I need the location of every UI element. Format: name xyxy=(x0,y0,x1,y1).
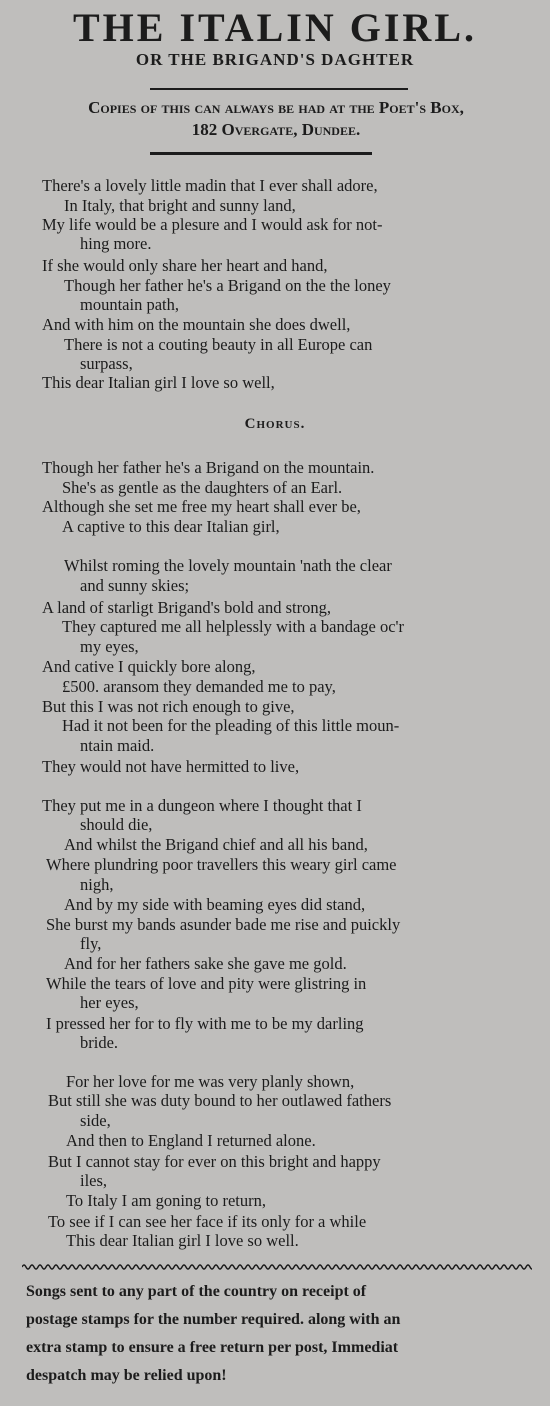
verse-line: And by my side with beaming eyes did stand, xyxy=(64,895,366,914)
verse-line: If she would only share her heart and hand, xyxy=(42,256,328,275)
chorus-line: Though her father he's a Brigand on the mountain. xyxy=(42,458,375,477)
verse-line: side, xyxy=(80,1111,111,1130)
verse-line: And for her fathers sake she gave me gold. xyxy=(64,954,347,973)
verse-line: For her love for me was very planly shown, xyxy=(66,1072,355,1091)
verse-line: In Italy, that bright and sunny land, xyxy=(64,196,296,215)
verse-line: her eyes, xyxy=(80,993,139,1012)
verse-line: While the tears of love and pity were glistring in xyxy=(46,974,367,993)
footer-line: despatch may be relied upon! xyxy=(26,1367,227,1384)
verse-line: There is not a couting beauty in all Europe can xyxy=(64,335,373,354)
verse-line: But still she was duty bound to her outlawed fathers xyxy=(48,1091,392,1110)
song-subtitle: OR THE BRIGAND'S DAGHTER xyxy=(135,50,415,69)
verse-line: Though her father he's a Brigand on the the loney xyxy=(64,276,391,295)
verse-line: To see if I can see her face if its only for a while xyxy=(48,1212,367,1231)
verse-line: bride. xyxy=(80,1033,119,1052)
verse-line: They put me in a dungeon where I thought that I xyxy=(42,796,362,815)
verse-line: ntain maid. xyxy=(80,736,155,755)
verse-line: and sunny skies; xyxy=(80,576,190,595)
verse-line: nigh, xyxy=(80,875,114,894)
verse-line: They would not have hermitted to live, xyxy=(42,757,300,776)
verse-line: She burst my bands asunder bade me rise and puickly xyxy=(46,915,401,934)
verse-line: There's a lovely little madin that I ever shall adore, xyxy=(42,176,378,195)
verse-line: But this I was not rich enough to give, xyxy=(42,697,295,716)
verse-line: I pressed her for to fly with me to be my darling xyxy=(46,1014,364,1033)
verse-line: should die, xyxy=(80,815,153,834)
verse-line: This dear Italian girl I love so well. xyxy=(66,1231,299,1250)
verse-line: my eyes, xyxy=(80,637,139,656)
verse-line: mountain path, xyxy=(80,295,179,314)
verse-line: hing more. xyxy=(80,234,152,253)
verse-line: This dear Italian girl I love so well, xyxy=(42,373,275,392)
verse-line: My life would be a plesure and I would ask for not- xyxy=(42,215,383,234)
verse-line: But I cannot stay for ever on this bright and happy xyxy=(48,1152,381,1171)
footer-line: extra stamp to ensure a free return per post, Immediat xyxy=(26,1339,399,1356)
verse-line: surpass, xyxy=(80,354,133,373)
verse-line: And with him on the mountain she does dwell, xyxy=(42,315,351,334)
verse-line: Whilst roming the lovely mountain 'nath the clear xyxy=(64,556,392,575)
footer-line: Songs sent to any part of the country on receipt of xyxy=(26,1283,367,1300)
imprint-line-2: 182 Overgate, Dundee. xyxy=(191,120,361,139)
footer-line: postage stamps for the number required. along with an xyxy=(26,1311,401,1328)
verse-line: And whilst the Brigand chief and all his band, xyxy=(64,835,368,854)
imprint-divider xyxy=(150,152,372,155)
verse-line: And cative I quickly bore along, xyxy=(42,657,256,676)
verse-line: To Italy I am goning to return, xyxy=(66,1191,267,1210)
verse-line: fly, xyxy=(80,934,102,953)
verse-line: And then to England I returned alone. xyxy=(66,1131,316,1150)
verse-line: iles, xyxy=(80,1171,108,1190)
chorus-line: A captive to this dear Italian girl, xyxy=(62,517,280,536)
verse-line: Had it not been for the pleading of this little moun- xyxy=(62,716,400,735)
verse-line: £500. aransom they demanded me to pay, xyxy=(62,677,336,696)
imprint-line-1: Copies of this can always be had at the Poet's Box, xyxy=(88,98,464,117)
wavy-divider xyxy=(22,1262,532,1272)
top-divider xyxy=(150,88,408,90)
verse-line: A land of starligt Brigand's bold and strong, xyxy=(42,598,331,617)
song-title: THE ITALIN GIRL. xyxy=(72,5,477,50)
chorus-line: Although she set me free my heart shall ever be, xyxy=(42,497,361,516)
chorus-heading: Chorus. xyxy=(244,416,306,432)
verse-line: They captured me all helplessly with a bandage oc'r xyxy=(62,617,405,636)
chorus-line: She's as gentle as the daughters of an Earl. xyxy=(62,478,343,497)
verse-line: Where plundring poor travellers this weary girl came xyxy=(46,855,397,874)
